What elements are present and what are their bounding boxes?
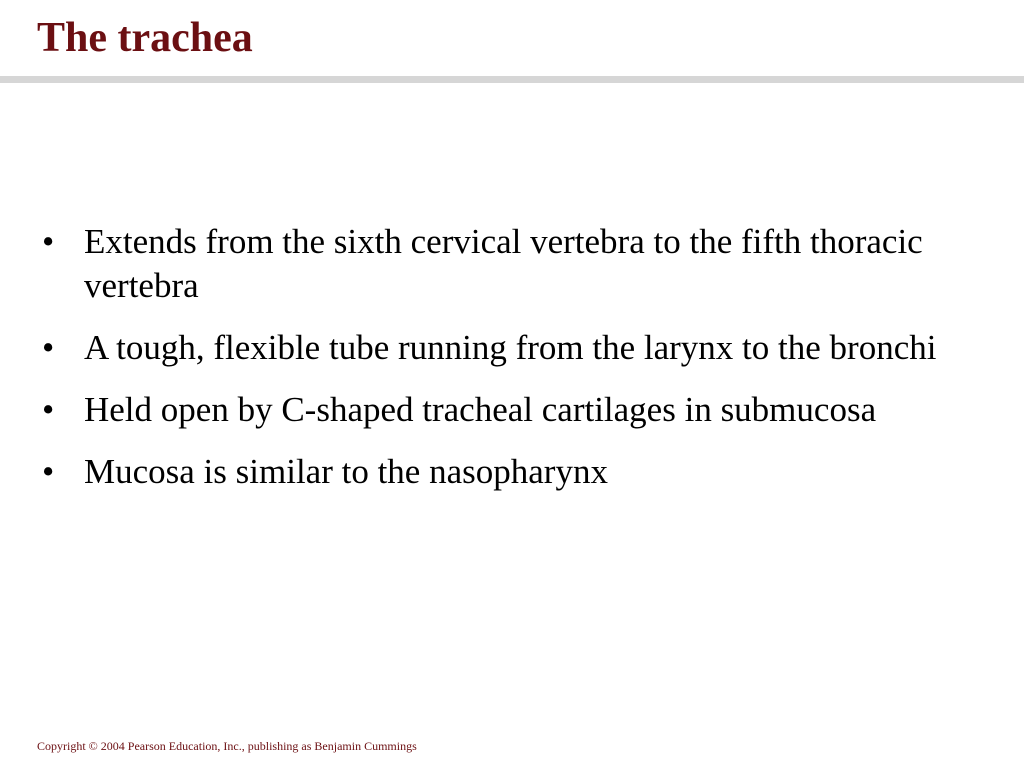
bullet-dot-icon: • — [42, 452, 55, 491]
bullet-dot-icon: • — [42, 328, 55, 367]
bullet-text: Held open by C-shaped tracheal cartilages in submucosa — [84, 390, 877, 429]
bullet-text: Extends from the sixth cervical vertebra to the fifth thoracic vertebra — [84, 222, 923, 305]
slide-title: The trachea — [37, 15, 253, 61]
title-divider — [0, 76, 1024, 83]
bullet-text: Mucosa is similar to the nasopharynx — [84, 452, 608, 491]
bullet-item — [42, 450, 982, 494]
bullet-item — [42, 326, 982, 370]
bullet-text: A tough, flexible tube running from the larynx to the bronchi — [84, 328, 937, 367]
bullet-item — [42, 220, 982, 308]
bullet-list — [42, 220, 982, 512]
bullet-dot-icon: • — [42, 222, 55, 261]
bullet-item — [42, 388, 982, 432]
bullet-dot-icon: • — [42, 390, 55, 429]
copyright-footer: Copyright © 2004 Pearson Education, Inc., publishing as Benjamin Cummings — [37, 739, 417, 753]
